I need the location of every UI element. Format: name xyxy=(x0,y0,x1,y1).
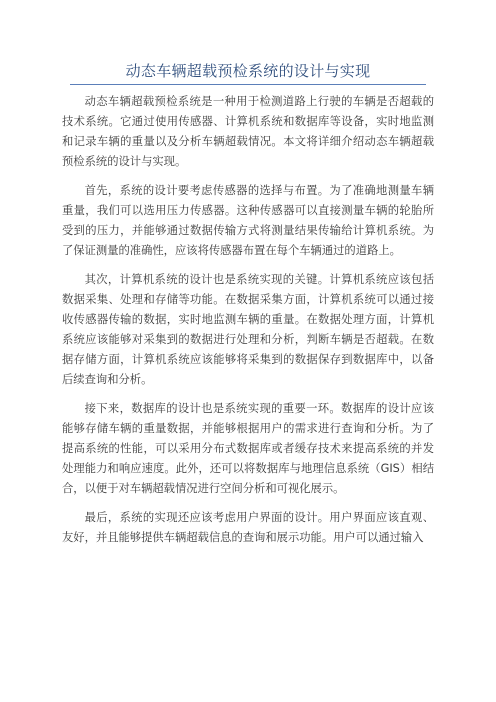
paragraph-database: 接下来，数据库的设计也是系统实现的重要一环。数据库的设计应该能够存储车辆的重量数据，并能够根据用户的需求进行查询和分析。为了提高系统的性能，可以采用分布式数据库或者缓存技术来提高系统的并发处理能力和响应速度。此外，还可以将数据库与地理信息系统（GIS）相结合，以便于对车辆超载情况进行空间分析和可视化展示。 xyxy=(62,402,434,495)
document-title: 动态车辆超载预检系统的设计与实现 xyxy=(125,62,371,80)
paragraph-user-interface: 最后，系统的实现还应该考虑用户界面的设计。用户界面应该直观、友好，并且能够提供车辆超载信息的查询和展示功能。用户可以通过输入 xyxy=(62,511,434,544)
paragraph-intro: 动态车辆超载预检系统是一种用于检测道路上行驶的车辆是否超载的技术系统。它通过使用传感器、计算机系统和数据库等设备，实时地监测和记录车辆的重量以及分析车辆超载情况。本文将详细介绍动态车辆超载预检系统的设计与实现。 xyxy=(62,95,434,168)
document-body xyxy=(62,92,434,557)
title-divider xyxy=(70,84,426,85)
paragraph-sensors: 首先，系统的设计要考虑传感器的选择与布置。为了准确地测量车辆重量，我们可以选用压力传感器。这种传感器可以直接测量车辆的轮胎所受到的压力，并能够通过数据传输方式将测量结果传输给计算机系统。为了保证测量的准确性，应该将传感器布置在每个车辆通过的道路上。 xyxy=(62,184,434,257)
paragraph-computer-system: 其次，计算机系统的设计也是系统实现的关键。计算机系统应该包括数据采集、处理和存储等功能。在数据采集方面，计算机系统可以通过接收传感器传输的数据，实时地监测车辆的重量。在数据处理方面，计算机系统应该能够对采集到的数据进行处理和分析，判断车辆是否超载。在数据存储方面，计算机系统应该能够将采集到的数据保存到数据库中，以备后续查询和分析。 xyxy=(62,273,434,386)
